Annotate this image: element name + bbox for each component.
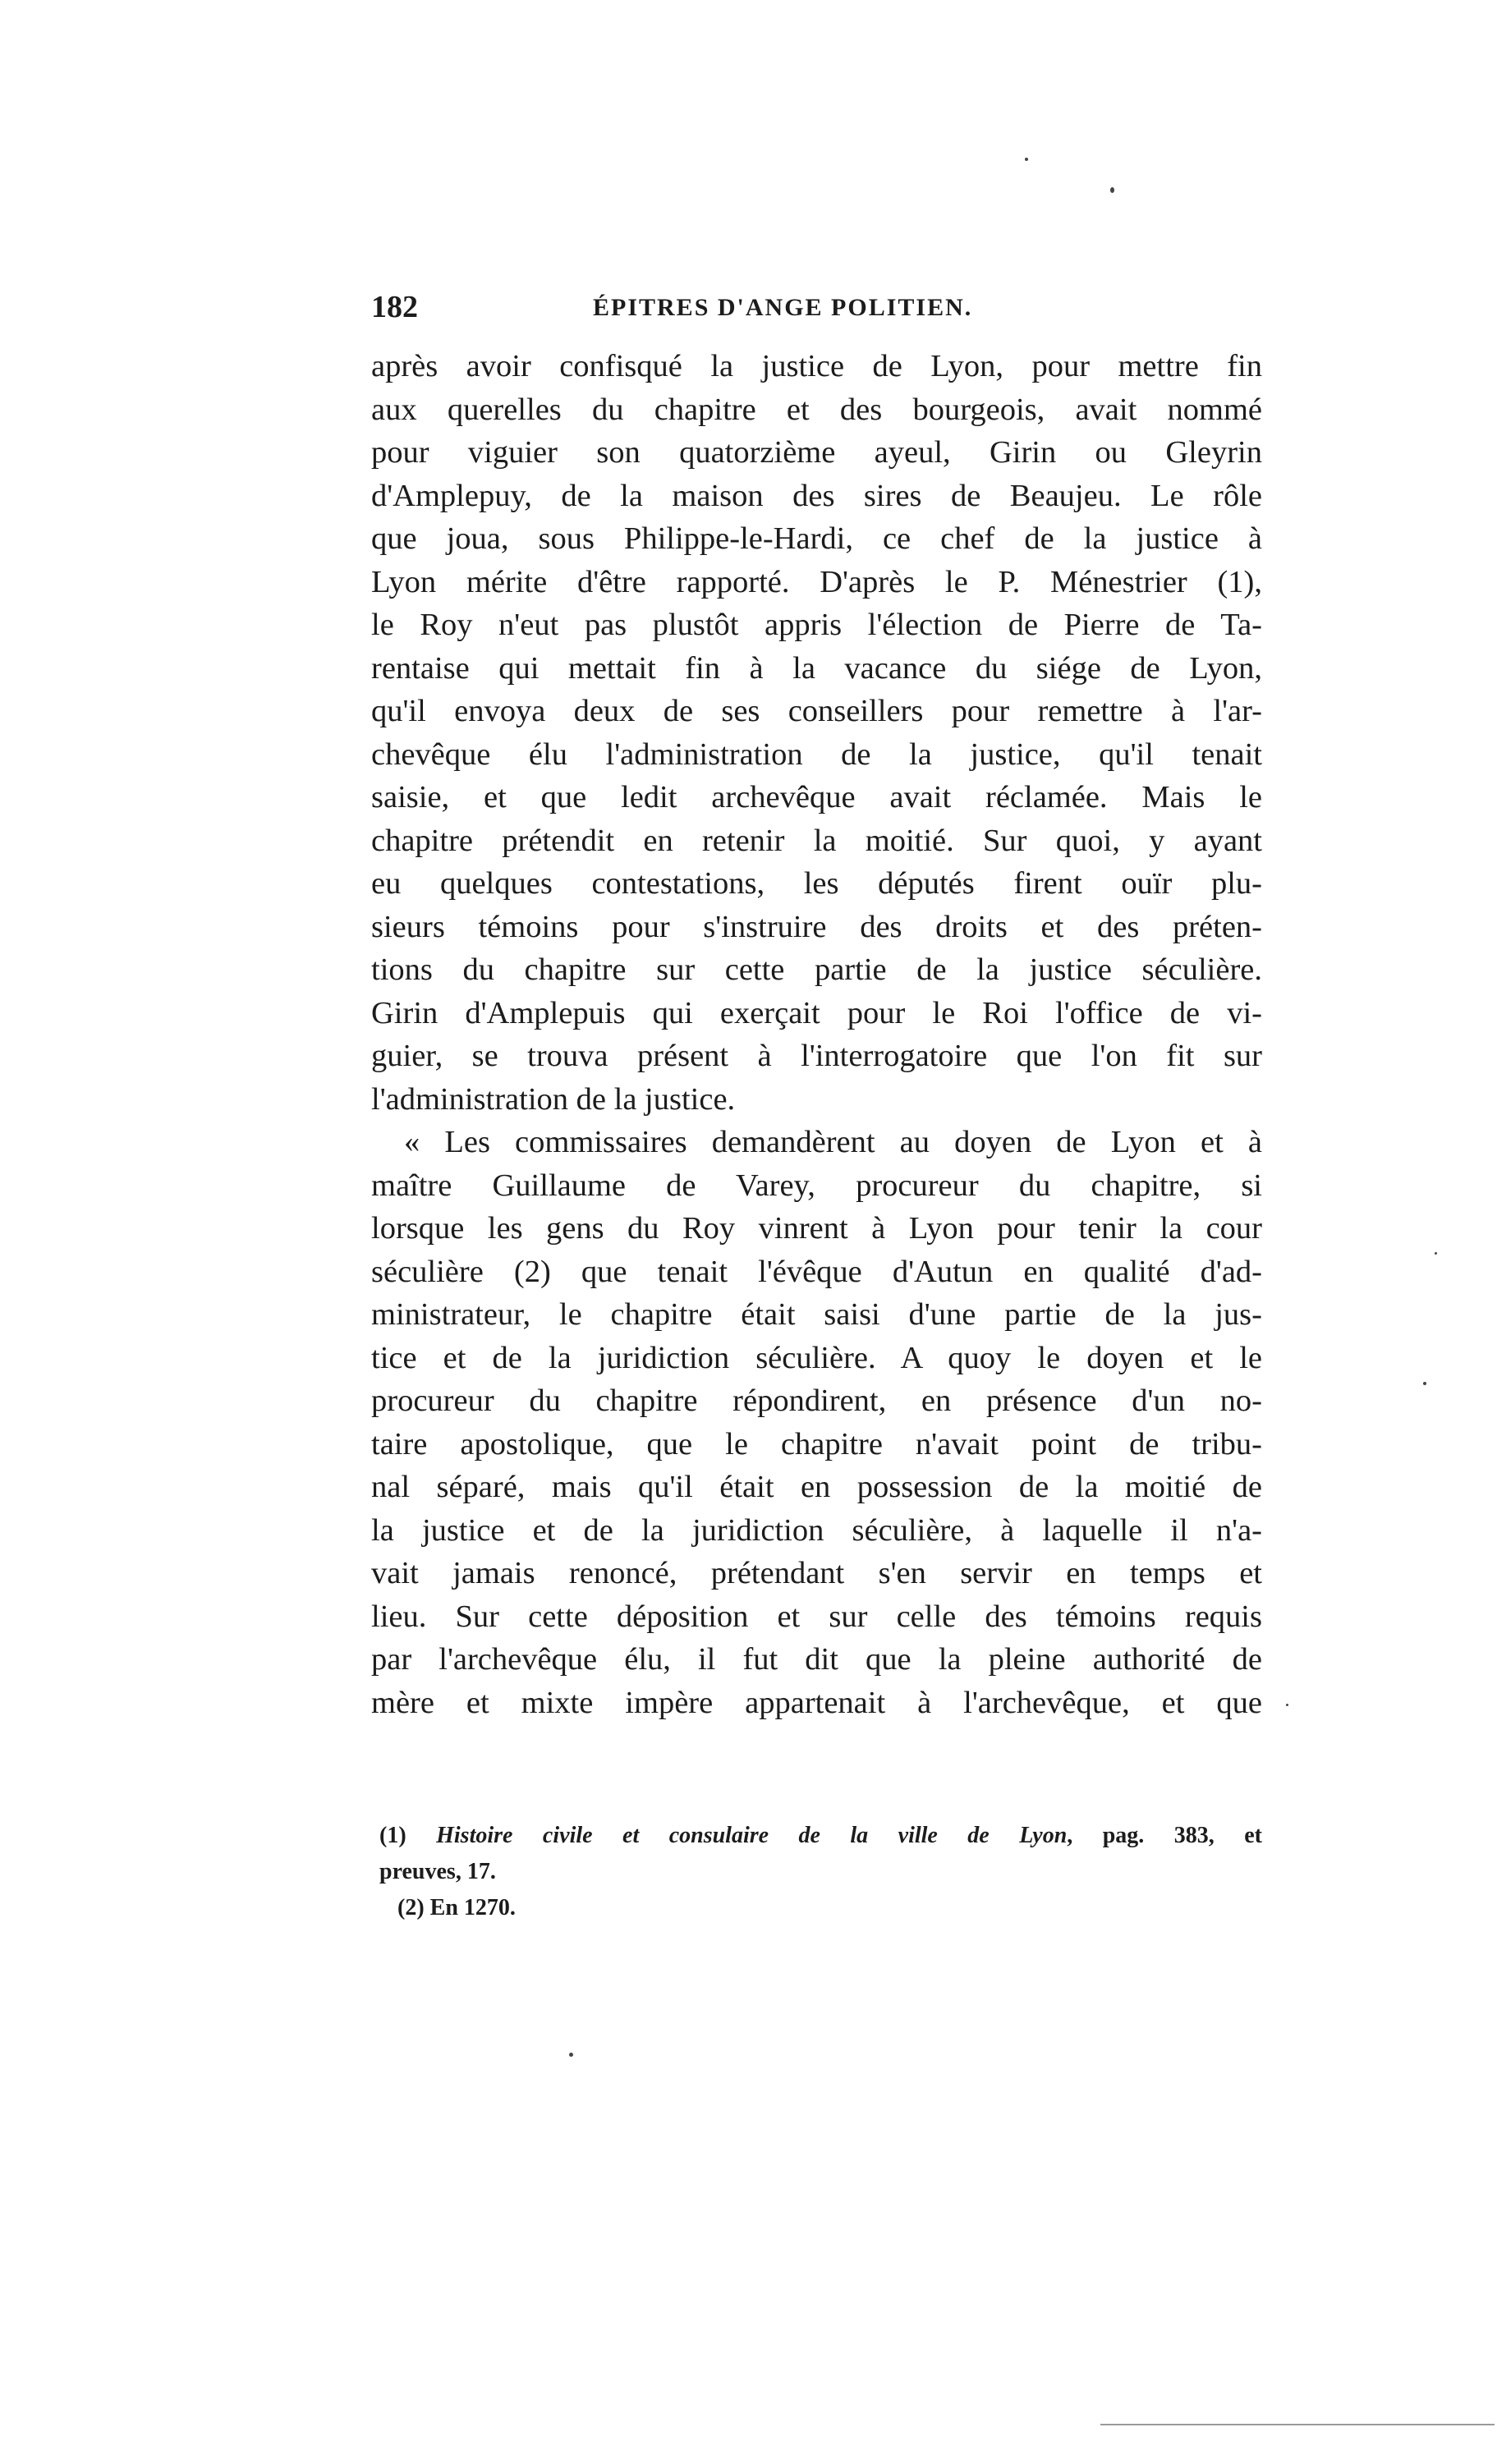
- text-line: sieurs témoins pour s'instruire des droits et des préten-: [371, 909, 1262, 944]
- text-line: séculière (2) que tenait l'évêque d'Autun en qualité d'ad-: [371, 1254, 1262, 1289]
- text-line: guier, se trouva présent à l'interrogatoire que l'on fit sur: [371, 1039, 1262, 1073]
- text-line: lieu. Sur cette déposition et sur celle des témoins requis: [371, 1599, 1262, 1634]
- text-line: le Roy n'eut pas plustôt appris l'élection de Pierre de Ta-: [371, 608, 1262, 642]
- text-line: tice et de la juridiction séculière. A quoy le doyen et le: [371, 1340, 1262, 1375]
- footnote-1-continuation: preuves, 17.: [379, 1859, 496, 1884]
- scan-speck: [1025, 158, 1028, 161]
- text-line: Lyon mérite d'être rapporté. D'après le P. Ménestrier (1),: [371, 564, 1262, 599]
- scan-speck: [569, 2053, 573, 2057]
- text-line: procureur du chapitre répondirent, en présence d'un no-: [371, 1383, 1262, 1418]
- text-line: d'Amplepuy, de la maison des sires de Beaujeu. Le rôle: [371, 478, 1262, 513]
- scan-speck: [1110, 187, 1114, 193]
- text-line: lorsque les gens du Roy vinrent à Lyon pour tenir la cour: [371, 1211, 1262, 1246]
- text-line: après avoir confisqué la justice de Lyon, pour mettre fin: [371, 349, 1262, 383]
- footnotes: [379, 1818, 1262, 1926]
- text-line: ministrateur, le chapitre était saisi d'une partie de la jus-: [371, 1297, 1262, 1332]
- footnote-1-title: Histoire civile et consulaire de la ville de Lyon: [436, 1823, 1068, 1848]
- text-line: nal séparé, mais qu'il était en possession de la moitié de: [371, 1470, 1262, 1504]
- text-line: qu'il envoya deux de ses conseillers pour remettre à l'ar-: [371, 694, 1262, 728]
- text-line: pour viguier son quatorzième ayeul, Girin ou Gleyrin: [371, 435, 1262, 470]
- text-line: Girin d'Amplepuis qui exerçait pour le Roi l'office de vi-: [371, 995, 1262, 1030]
- text-line: « Les commissaires demandèrent au doyen de Lyon et à: [404, 1125, 1262, 1159]
- page-header: [371, 289, 1262, 330]
- text-line: rentaise qui mettait fin à la vacance du siége de Lyon,: [371, 650, 1262, 686]
- scan-speck: [1423, 1382, 1426, 1385]
- text-line: saisie, et que ledit archevêque avait réclamée. Mais le: [371, 780, 1262, 814]
- scan-speck: [1286, 1704, 1288, 1706]
- text-line: l'administration de la justice.: [371, 1081, 736, 1117]
- text-line: vait jamais renoncé, prétendant s'en servir en temps et: [371, 1556, 1262, 1590]
- text-line: aux querelles du chapitre et des bourgeois, avait nommé: [371, 392, 1262, 427]
- text-line: eu quelques contestations, les députés firent ouïr plu-: [371, 866, 1262, 901]
- text-line: mère et mixte impère appartenait à l'archevêque, et que: [371, 1685, 1262, 1720]
- running-title: ÉPITRES D'ANGE POLITIEN.: [593, 294, 973, 321]
- footnote-1: [379, 1818, 1262, 1854]
- text-line: la justice et de la juridiction séculière, à laquelle il n'a-: [371, 1512, 1262, 1548]
- text-line: chevêque élu l'administration de la justice, qu'il tenait: [371, 736, 1262, 772]
- text-line: maître Guillaume de Varey, procureur du chapitre, si: [371, 1168, 1262, 1203]
- footnote-1-marker: (1): [379, 1823, 406, 1848]
- text-line: par l'archevêque élu, il fut dit que la pleine authorité de: [371, 1642, 1262, 1677]
- text-line: tions du chapitre sur cette partie de la justice séculière.: [371, 952, 1262, 987]
- footnote-1-rest: , pag. 383, et: [1067, 1823, 1262, 1848]
- bottom-rule: [1100, 2424, 1495, 2425]
- text-line: que joua, sous Philippe-le-Hardi, ce chef de la justice à: [371, 521, 1262, 556]
- text-line: chapitre prétendit en retenir la moitié. Sur quoi, y ayant: [371, 823, 1262, 858]
- scan-speck: [1435, 1252, 1437, 1255]
- body-text: [371, 345, 1262, 1724]
- page-number: 182: [371, 290, 418, 324]
- text-line: taire apostolique, que le chapitre n'avait point de tribu-: [371, 1426, 1262, 1461]
- footnote-2: (2) En 1270.: [397, 1895, 516, 1920]
